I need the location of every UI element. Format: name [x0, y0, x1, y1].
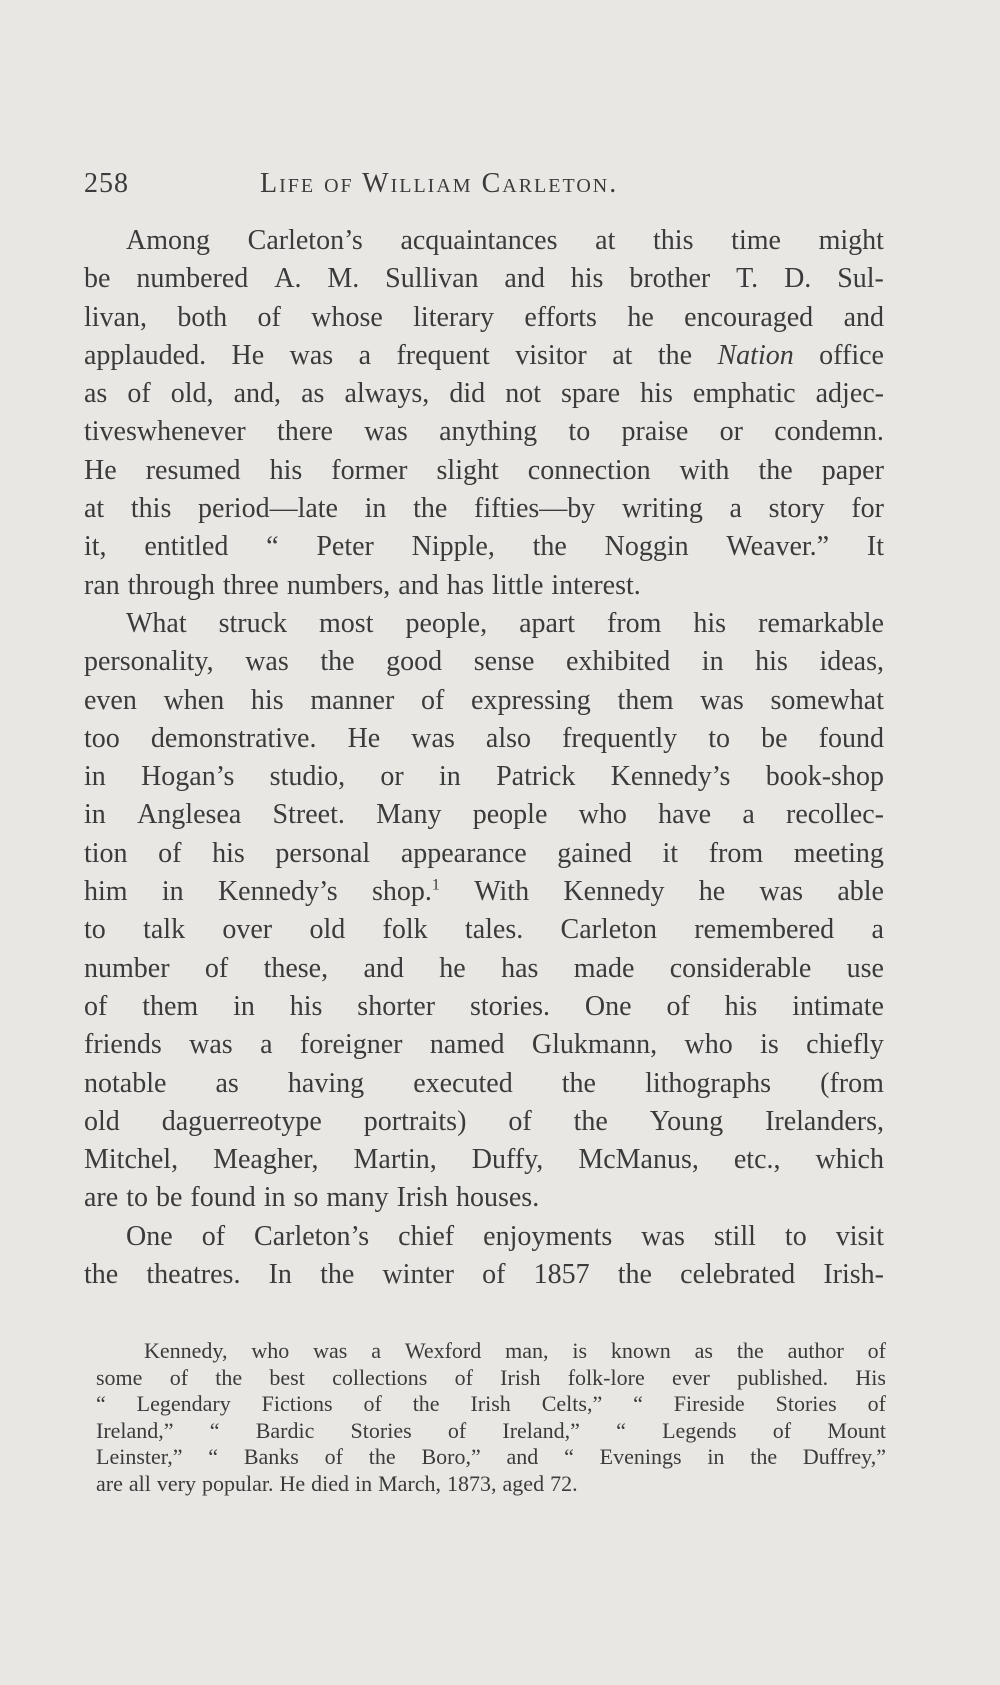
text-line: are to be found in so many Irish houses.: [84, 1182, 540, 1214]
text-line: notable as having executed the lithographs (from: [84, 1067, 884, 1099]
text-line: livan, both of whose literary efforts he encouraged and: [84, 301, 884, 333]
footnote-line: Leinster,” “ Banks of the Boro,” and “ Evenings in the Duffrey,”: [96, 1444, 886, 1469]
running-head: Life of William Carleton.: [260, 168, 619, 199]
text-line: number of these, and he has made considerable use: [84, 952, 884, 984]
footnote-line: Kennedy, who was a Wexford man, is known as the author of: [144, 1338, 886, 1363]
text-line: Mitchel, Meagher, Martin, Duffy, McManus, etc., which: [84, 1144, 884, 1176]
text-line: One of Carleton’s chief enjoyments was still to visit: [126, 1220, 884, 1252]
footnote-line: are all very popular. He died in March, 1873, aged 72.: [96, 1470, 578, 1496]
footnote-line: “ Legendary Fictions of the Irish Celts,” “ Fireside Stories of: [96, 1391, 886, 1416]
footnote: [96, 1338, 886, 1497]
text-line: What struck most people, apart from his remarkable: [126, 607, 884, 639]
body-text: [84, 222, 884, 1294]
text-line: too demonstrative. He was also frequently to be found: [84, 722, 884, 754]
text-line: friends was a foreigner named Glukmann, who is chiefly: [84, 1029, 884, 1061]
text-line: tiveswhenever there was anything to praise or condemn.: [84, 416, 884, 448]
page-header: [84, 168, 884, 204]
page-number: 258: [84, 168, 129, 199]
text-line: in Anglesea Street. Many people who have a recollec-: [84, 799, 884, 831]
text-line: be numbered A. M. Sullivan and his brother T. D. Sul-: [84, 263, 884, 295]
text-line: it, entitled “ Peter Nipple, the Noggin Weaver.” It: [84, 531, 884, 563]
text-line: of them in his shorter stories. One of his intimate: [84, 990, 884, 1022]
text-line: personality, was the good sense exhibited in his ideas,: [84, 646, 884, 678]
text-line: He resumed his former slight connection with the paper: [84, 454, 884, 486]
text-line: even when his manner of expressing them was somewhat: [84, 684, 884, 716]
text-line: tion of his personal appearance gained it from meeting: [84, 837, 884, 869]
text-line: old daguerreotype portraits) of the Young Irelanders,: [84, 1105, 884, 1137]
text-line: to talk over old folk tales. Carleton remembered a: [84, 914, 884, 946]
text-line: applauded. He was a frequent visitor at the Nation office: [84, 339, 884, 371]
text-line: at this period—late in the fifties—by writing a story for: [84, 493, 884, 525]
text-line: ran through three numbers, and has little interest.: [84, 569, 641, 601]
text-line: in Hogan’s studio, or in Patrick Kennedy’s book-shop: [84, 761, 884, 793]
text-line: Among Carleton’s acquaintances at this time might: [126, 225, 884, 256]
footnote-line: some of the best collections of Irish folk-lore ever published. His: [96, 1364, 886, 1390]
text-line: the theatres. In the winter of 1857 the celebrated Irish-: [84, 1259, 884, 1291]
text-line: him in Kennedy’s shop.$^1$ With Kennedy he was able: [84, 876, 884, 908]
text-line: as of old, and, as always, did not spare his emphatic adjec-: [84, 378, 884, 410]
footnote-line: Ireland,” “ Bardic Stories of Ireland,” “ Legends of Mount: [96, 1417, 886, 1443]
